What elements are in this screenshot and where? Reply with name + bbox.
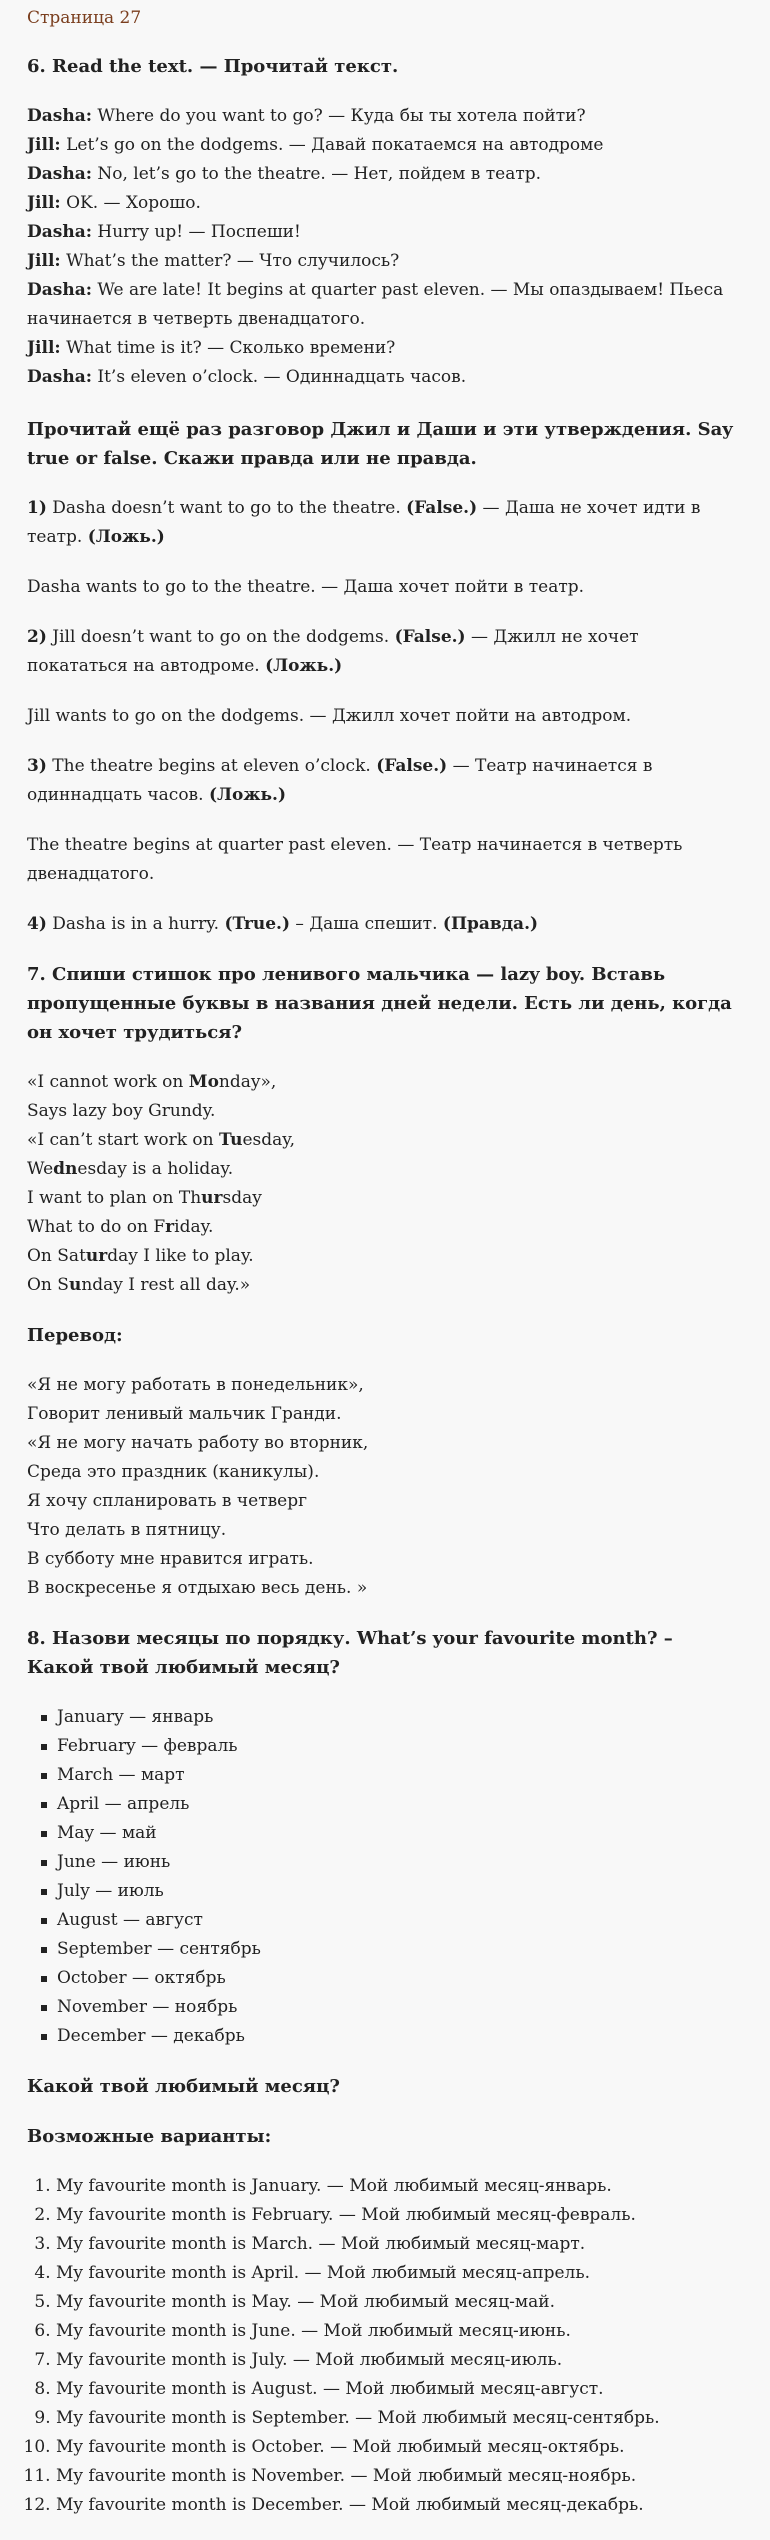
dialog-line [27,363,743,392]
statement-correction: Jill wants to go on the dodgems. — Джилл хочет пойти на автодром. [27,706,632,726]
list-item: 2. My favourite month is February. — Мой любимый месяц-февраль. [56,2201,743,2230]
speaker: Dasha: [27,280,92,300]
poem-text: We [27,1159,54,1179]
poem-text: nday», [218,1072,277,1092]
speaker: Jill: [27,193,61,213]
poem [27,1068,743,1300]
list-item: March — март [57,1761,743,1790]
poem-text: day I like to play. [107,1246,254,1266]
statement-translation: – Даша спешит. [290,914,443,934]
statement-translation: — Даша не хочет идти в театр. [27,498,701,547]
speaker: Dasha: [27,164,92,184]
statement-verdict: (True.) [224,914,291,934]
utterance: Hurry up! — Поспеши! [91,222,301,242]
list-item: May — май [57,1819,743,1848]
translation-heading: Перевод: [27,1325,123,1346]
dialog-line [27,189,743,218]
dialog-line [27,131,743,160]
statement [27,623,743,681]
dialog-line [27,247,743,276]
statement-text: The theatre begins at eleven o’clock. [46,756,377,776]
task8-heading: 8. Назови месяцы по порядку. What’s your favourite month? – Какой твой любимый месяц? [27,1628,673,1678]
dialog [27,102,743,392]
poem-text: What to do on F [27,1217,166,1237]
statement-verdict-ru: (Ложь.) [87,527,165,547]
translation-line: Что делать в пятницу. [27,1520,227,1540]
poem-line [27,1242,743,1271]
poem-line [27,1213,743,1242]
poem-line [27,1155,743,1184]
statement [27,752,743,810]
poem-translation [27,1371,743,1603]
poem-text: nday I rest all day.» [81,1275,251,1295]
poem-line [27,1068,743,1097]
favourite-month-question: Какой твой любимый месяц? [27,2076,340,2097]
statement-correction: The theatre begins at quarter past eleven. — Театр начинается в четверть двенадцатого. [27,835,683,884]
utterance: Let’s go on the dodgems. — Давай покатаемся на автодроме [60,135,604,155]
poem-text: «I cannot work on [27,1072,189,1092]
translation-line: В воскресенье я отдыхаю весь день. » [27,1578,368,1598]
statement-text: Dasha doesn’t want to go to the theatre. [46,498,407,518]
speaker: Jill: [27,338,61,358]
poem-line [27,1097,743,1126]
variants-heading: Возможные варианты: [27,2126,272,2147]
poem-line [27,1126,743,1155]
list-item: 5. My favourite month is May. — Мой любимый месяц-май. [56,2288,743,2317]
poem-line [27,1184,743,1213]
statement-verdict-ru: (Ложь.) [265,656,343,676]
statement [27,910,743,939]
utterance: What’s the matter? — Что случилось? [60,251,400,271]
months-list [27,1703,743,2051]
list-item: 7. My favourite month is July. — Мой любимый месяц-июль. [56,2346,743,2375]
translation-line: Среда это праздник (каникулы). [27,1462,320,1482]
task7-heading: 7. Спиши стишок про ленивого мальчика — lazy boy. Вставь пропущенные буквы в названия дней недели. Есть ли день, когда он хочет трудиться? [27,964,732,1043]
list-item: 11. My favourite month is November. — Мой любимый месяц-ноябрь. [56,2462,743,2491]
inserted-letters: ur [201,1188,223,1208]
task6-question: Прочитай ещё раз разговор Джил и Даши и эти утверждения. Say true or false. Скажи правда или не правда. [27,419,733,469]
speaker: Dasha: [27,222,92,242]
list-item: November — ноябрь [57,1993,743,2022]
statement-text: Dasha is in a hurry. [46,914,225,934]
utterance: Where do you want to go? — Куда бы ты хотела пойти? [91,106,586,126]
speaker: Jill: [27,251,61,271]
poem-text: sday [222,1188,262,1208]
statement-verdict: (False.) [376,756,448,776]
speaker: Dasha: [27,367,92,387]
dialog-line [27,334,743,363]
list-item: August — август [57,1906,743,1935]
statement-number: 4) [27,914,47,934]
list-item: 8. My favourite month is August. — Мой любимый месяц-август. [56,2375,743,2404]
utterance: No, let’s go to the theatre. — Нет, пойдем в театр. [91,164,542,184]
statement-translation: — Джилл не хочет покататься на автодроме. [27,627,639,676]
inserted-letters: Mo [188,1072,219,1092]
list-item: July — июль [57,1877,743,1906]
dialog-line [27,276,743,334]
inserted-letters: ur [85,1246,108,1266]
list-item: 10. My favourite month is October. — Мой любимый месяц-октябрь. [56,2433,743,2462]
variants-list [27,2172,743,2520]
statement-number: 1) [27,498,47,518]
list-item: 9. My favourite month is September. — Мой любимый месяц-сентябрь. [56,2404,743,2433]
utterance: It’s eleven o’clock. — Одиннадцать часов. [91,367,467,387]
statement-translation: — Театр начинается в одиннадцать часов. [27,756,653,805]
inserted-letters: r [165,1217,175,1237]
translation-line: Я хочу спланировать в четверг [27,1491,308,1511]
statement-text: Jill doesn’t want to go on the dodgems. [46,627,395,647]
statement [27,494,743,552]
poem-text: «I can’t start work on [27,1130,220,1150]
list-item: 12. My favourite month is December. — Мой любимый месяц-декабрь. [56,2491,743,2520]
task6-heading: 6. Read the text. — Прочитай текст. [27,56,399,77]
statement-verdict-ru: (Ложь.) [208,785,287,805]
poem-text: I want to plan on Th [27,1188,202,1208]
list-item: 1. My favourite month is January. — Мой любимый месяц-январь. [56,2172,743,2201]
list-item: February — февраль [57,1732,743,1761]
list-item: June — июнь [57,1848,743,1877]
list-item: 4. My favourite month is April. — Мой любимый месяц-апрель. [56,2259,743,2288]
translation-line: Говорит ленивый мальчик Гранди. [27,1404,342,1424]
statement-number: 3) [27,756,47,776]
dialog-line [27,102,743,131]
poem-line [27,1271,743,1300]
statement-verdict: (False.) [406,498,478,518]
statement-number: 2) [27,627,47,647]
statement-correction: Dasha wants to go to the theatre. — Даша хочет пойти в театр. [27,577,585,597]
utterance: OK. — Хорошо. [60,193,201,213]
speaker: Dasha: [27,106,92,126]
list-item: September — сентябрь [57,1935,743,1964]
poem-text: esday is a holiday. [77,1159,234,1179]
utterance: What time is it? — Сколько времени? [60,338,396,358]
list-item: 3. My favourite month is March. — Мой любимый месяц-март. [56,2230,743,2259]
inserted-letters: Tu [219,1130,243,1150]
utterance: We are late! It begins at quarter past eleven. — Мы опаздываем! Пьеса начинается в четверть двенадцатого. [27,280,724,329]
page-number-label: Страница 27 [27,8,142,28]
poem-text: Says lazy boy Grundy. [27,1101,216,1121]
translation-line: «Я не могу начать работу во вторник, [27,1433,369,1453]
dialog-line [27,218,743,247]
list-item: October — октябрь [57,1964,743,1993]
list-item: 6. My favourite month is June. — Мой любимый месяц-июнь. [56,2317,743,2346]
poem-text: On Sat [27,1246,86,1266]
list-item: January — январь [57,1703,743,1732]
poem-text: iday. [174,1217,214,1237]
statement-verdict-ru: (Правда.) [442,914,539,934]
translation-line: В субботу мне нравится играть. [27,1549,314,1569]
dialog-line [27,160,743,189]
inserted-letters: dn [53,1159,78,1179]
translation-line: «Я не могу работать в понедельник», [27,1375,364,1395]
poem-text: On S [27,1275,69,1295]
list-item: April — апрель [57,1790,743,1819]
list-item: December — декабрь [57,2022,743,2051]
poem-text: esday, [242,1130,296,1150]
inserted-letters: u [68,1275,82,1295]
statement-verdict: (False.) [394,627,466,647]
speaker: Jill: [27,135,61,155]
